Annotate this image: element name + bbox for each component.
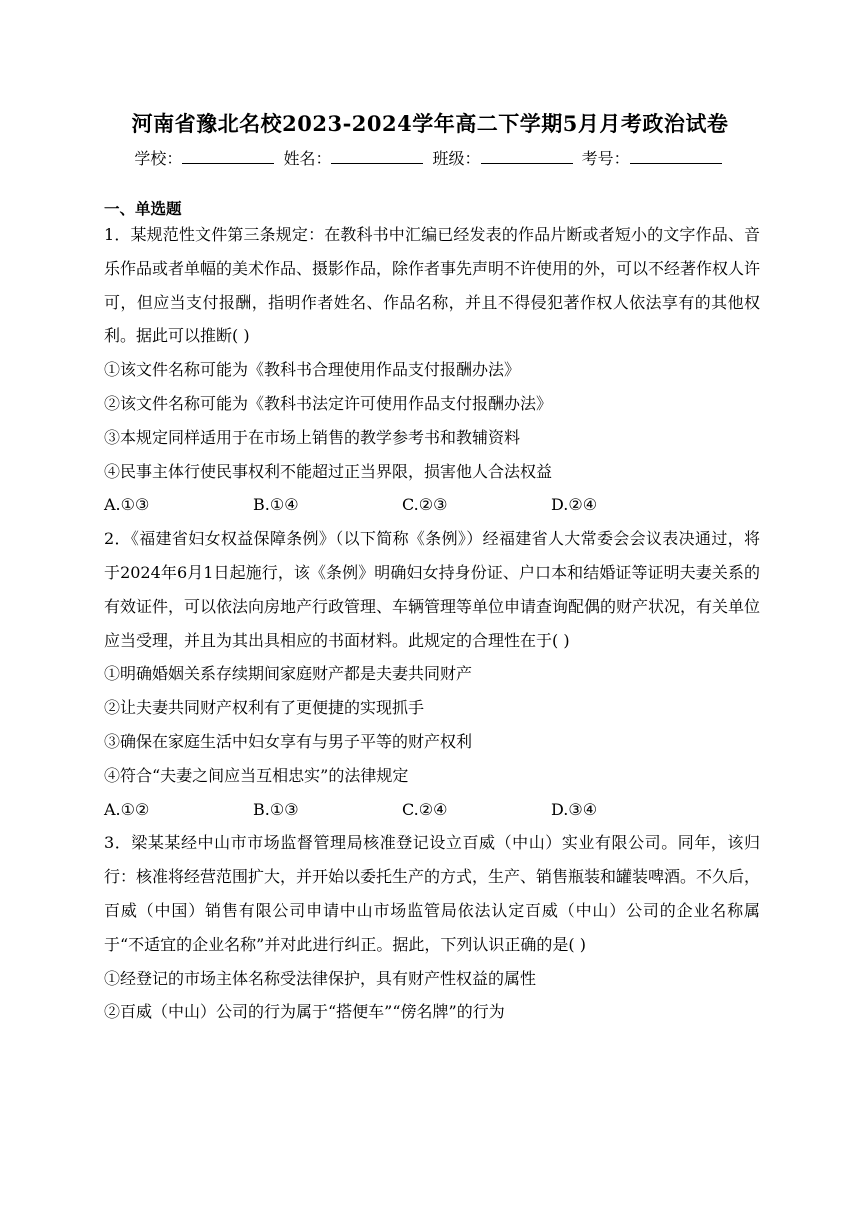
option-b[interactable]: B.①③ [253,799,299,819]
answer-options [104,793,760,827]
name-blank[interactable] [331,149,423,164]
statement: ②该文件名称可能为《教科书法定许可使用作品支付报酬办法》 [104,393,553,413]
statement: ①明确婚姻关系存续期间家庭财产都是夫妻共同财产 [104,664,473,684]
answer-options [104,488,760,522]
statement: ②百威（中山）公司的行为属于“搭便车”“傍名牌”的行为 [104,1002,505,1022]
name-label: 姓名： [283,149,332,168]
option-c[interactable]: C.②④ [402,799,448,819]
question-stem: 3．梁某某经中山市市场监督管理局核准登记设立百威（中山）实业有限公司。同年，该归行：核准将经营范围扩大，并开始以委托生产的方式，生产、销售瓶装和罐装啤酒。不久后，百威（中国）销售有限公司申请中山市场监管局依法认定百威（中山）公司的企业名称属于“不适宜的企业名称”并对此进行纠正。据此，下列认识正确的是( ) [104,833,761,954]
question-list [104,218,760,1029]
question-stem: 2．《福建省妇女权益保障条例》（以下简称《条例》）经福建省人大常委会会议表决通过，将于2024年6月1日起施行，该《条例》明确妇女持身份证、户口本和结婚证等证明夫妻关系的有效证件，可以依法向房地产行政管理、车辆管理等单位申请查询配偶的财产状况，有关单位应当受理，并且为其出具相应的书面材料。此规定的合理性在于( ) [104,529,761,650]
option-b[interactable]: B.①④ [253,495,299,515]
exam-number-label: 考号： [581,149,630,168]
school-blank[interactable] [182,149,274,164]
statement: ③本规定同样适用于在市场上销售的教学参考书和教辅资料 [104,427,521,447]
section-heading: 一、单选题 [104,200,182,218]
student-info-line [0,146,860,169]
option-a[interactable]: A.①② [104,799,150,819]
statement: ④符合“夫妻之间应当互相忠实”的法律规定 [104,765,409,785]
statement: ①该文件名称可能为《教科书合理使用作品支付报酬办法》 [104,360,521,380]
statement: ③确保在家庭生活中妇女享有与男子平等的财产权利 [104,731,473,751]
question-2 [104,522,760,826]
question-3 [104,826,760,1029]
exam-number-blank[interactable] [630,149,722,164]
statement: ④民事主体行使民事权利不能超过正当界限，损害他人合法权益 [104,461,553,481]
question-1 [104,218,760,522]
school-label: 学校： [134,149,183,168]
statement: ②让夫妻共同财产权利有了更便捷的实现抓手 [104,698,425,718]
question-stem: 1．某规范性文件第三条规定：在教科书中汇编已经发表的作品片断或者短小的文字作品、音乐作品或者单幅的美术作品、摄影作品，除作者事先声明不许使用的外，可以不经著作权人许可，但应当支付报酬，指明作者姓名、作品名称，并且不得侵犯著作权人依法享有的其他权利。据此可以推断( ) [104,225,761,346]
option-d[interactable]: D.③④ [551,799,598,819]
option-d[interactable]: D.②④ [551,495,598,515]
statement: ①经登记的市场主体名称受法律保护，具有财产性权益的属性 [104,968,537,988]
class-blank[interactable] [481,149,573,164]
class-label: 班级： [432,149,481,168]
option-a[interactable]: A.①③ [104,495,150,515]
page-title: 河南省豫北名校2023-2024学年高二下学期5月月考政治试卷 [131,111,729,136]
option-c[interactable]: C.②③ [402,495,448,515]
